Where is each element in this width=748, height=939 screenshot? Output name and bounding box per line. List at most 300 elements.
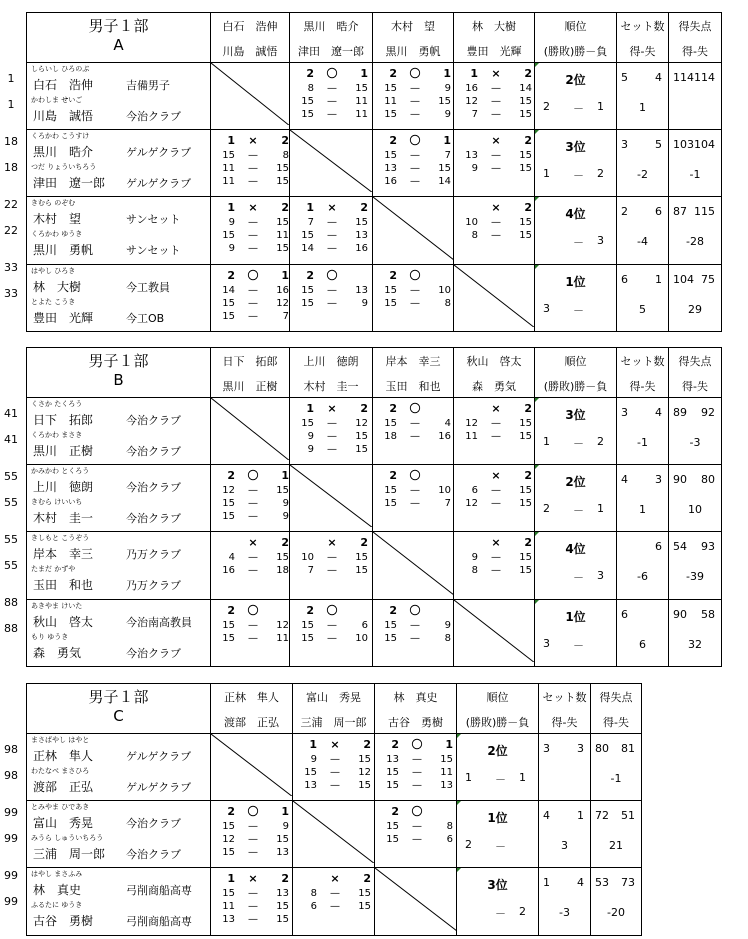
game-score [290,632,373,645]
player-name: 玉田 和也 [33,578,94,593]
match-result-cell [211,868,293,935]
sets-lost: 2 [524,201,532,215]
win-loss [457,771,538,785]
game-points-against: 15 [519,109,532,120]
sets-lost: 1 [281,469,289,483]
game-points-for: 11 [384,96,397,107]
game-points-against: 15 [276,901,289,913]
game-score [211,510,290,523]
points-cell [669,130,722,197]
game-points-against: 15 [519,485,532,497]
game-score [293,779,375,792]
game-points-for: 6 [310,901,317,913]
score-dash: — [327,552,337,564]
points-against: 115 [694,205,715,219]
game-points-against: 15 [519,217,532,229]
wins-value: 1 [543,167,550,181]
losses-value: 2 [597,435,604,448]
game-points-for: 15 [222,150,235,162]
score-dash: — [248,150,258,162]
player-kana: わたなべ まさひろ [31,767,90,775]
game-points-against: 15 [276,217,289,229]
game-points-for: 12 [465,96,478,107]
match-result-mark: × [491,67,501,80]
game-points-against: 15 [519,431,532,442]
win-loss [457,838,538,852]
game-score [211,297,290,310]
match-result-mark: 〇 [247,469,259,483]
points-against: 92 [701,406,715,419]
game-points-against: 11 [355,109,368,120]
player-club: 今治クラブ [126,512,181,526]
sets-won: 1 [227,134,235,148]
win-loss-dash: － [573,571,584,585]
score-dash: — [491,150,501,162]
match-result-mark: 〇 [409,603,421,617]
win-loss-dash: － [495,773,506,786]
rank-value: 3位 [565,408,586,422]
game-points-for: 9 [228,217,235,229]
self-match-diagonal [454,265,534,327]
game-points-for: 15 [384,150,397,162]
game-points-against: 10 [438,284,451,296]
sets-header [539,684,591,734]
game-points-for: 15 [222,511,235,523]
opponent-name: 川島 誠悟 [222,45,278,58]
player-name: 秋山 啓太 [33,614,94,629]
player-kana: かわしま せいご [31,96,83,104]
match-result-mark: × [491,201,501,215]
set-against: 4 [655,406,662,419]
set-for: 6 [621,607,628,621]
score-dash: — [410,176,420,188]
corner-marker [535,600,539,604]
match-result-cell [373,264,454,331]
self-match-diagonal [211,398,289,460]
game-points-for: 9 [310,754,317,765]
sets-header [617,13,669,63]
game-score [211,632,290,645]
sets-cell [539,801,591,868]
match-summary [211,469,290,482]
sets-won: 2 [227,469,235,483]
game-points-against: 15 [355,217,368,229]
game-points-against: 15 [519,163,532,175]
points-against: 80 [701,473,715,487]
self-match-cell [454,599,535,666]
score-dash: — [410,619,420,631]
sets-lost: 1 [360,67,368,80]
sets-lost: 2 [281,536,289,550]
player-club: 今工教員 [126,280,170,294]
score-dash: — [491,418,501,429]
win-loss-dash: － [573,236,584,250]
player-pair-cell [27,264,211,331]
rank-header [535,13,617,63]
opponent-name: 富山 秀晃 [306,691,361,704]
sets-won: 1 [227,201,235,215]
match-summary [373,67,454,80]
game-points-against: 9 [444,619,451,631]
game-score [375,833,457,846]
match-result-mark: 〇 [247,268,259,282]
game-points-against: 15 [519,565,532,577]
points-against: 81 [621,742,635,755]
game-points-for: 9 [307,444,314,455]
opponent-name: 秋山 啓太 [466,355,522,368]
sets-cell [539,734,591,801]
sets-won: 2 [389,134,397,148]
points-diff: -3 [689,436,701,449]
sets-won: 2 [306,603,314,617]
sets-lost: 2 [524,134,532,148]
seed-number: 88 [4,596,18,609]
game-score [375,820,457,833]
score-dash: — [410,150,420,162]
points-for: 54 [673,540,687,554]
match-result-mark: 〇 [409,268,421,282]
game-points-against: 12 [355,418,368,429]
game-score [454,497,535,510]
player-club: 今治クラブ [126,110,181,123]
seed-number: 22 [4,198,18,211]
losses-value: 2 [519,905,526,919]
rank-cell [457,868,539,935]
game-points-against: 15 [519,498,532,510]
game-score [290,443,373,456]
losses-value: 2 [597,167,604,181]
losses-value: 3 [597,569,604,583]
game-points-for: 15 [301,284,314,296]
match-result-cell [373,599,454,666]
player-club: 乃万クラブ [126,548,181,562]
seed-number: 99 [4,869,18,882]
game-points-against: 13 [276,888,289,900]
player-club: 今治クラブ [126,817,181,831]
player-name: 林 真史 [33,883,82,898]
set-for: 1 [543,876,550,890]
game-points-against: 15 [358,754,371,765]
game-score [373,162,454,175]
group-title: 男子１部 [88,17,149,35]
points-header [669,348,722,398]
score-dash: — [410,284,420,296]
game-points-against: 15 [519,150,532,162]
win-loss-dash: － [573,303,584,317]
player-club: サンセット [126,213,181,227]
player-name: 富山 秀晃 [33,816,94,831]
score-dash: — [410,485,420,497]
league-table [26,12,722,332]
set-diff: -3 [559,906,570,920]
score-dash: — [248,163,258,175]
sets-lost: 2 [360,536,368,550]
points-for: 53 [595,876,609,890]
opponent-header [290,13,373,63]
game-score [211,497,290,510]
game-points-against: 15 [276,176,289,188]
sets-won: 2 [306,67,314,80]
rank-header-label: 順位 [564,20,587,33]
game-score [211,846,293,859]
game-score [454,484,535,497]
score-dash: — [248,297,258,309]
wins-value: 2 [543,502,550,516]
score-dash: — [410,83,420,94]
game-score [293,753,375,766]
player-name: 上川 徳朗 [33,480,94,495]
win-loss-dash: － [573,102,584,115]
game-points-for: 14 [222,284,235,296]
sets-won: 1 [309,738,317,751]
game-points-for: 15 [384,632,397,644]
wins-value: 2 [543,100,550,113]
match-summary [373,134,454,147]
set-against: 3 [577,742,584,755]
sets-won: 2 [227,603,235,617]
game-points-for: 12 [222,834,235,846]
game-points-for: 15 [222,297,235,309]
game-score [290,551,373,564]
corner-marker [535,63,539,67]
game-score [293,766,375,779]
seed-number: 41 [4,407,18,420]
game-points-against: 7 [282,310,289,322]
sets-header-label: セット数 [542,691,587,704]
game-points-against: 9 [282,821,289,833]
player-club: 今治クラブ [126,445,181,458]
match-result-cell [211,264,290,331]
game-points-for: 15 [222,310,235,322]
corner-marker [457,801,461,805]
score-dash: — [330,767,340,778]
score-dash: — [248,834,258,846]
match-result-mark: × [491,134,501,148]
self-match-cell [290,130,373,197]
game-points-against: 10 [355,632,368,644]
game-score [290,564,373,577]
sets-lost: 2 [281,872,289,886]
league-table [26,683,642,936]
corner-marker [535,398,539,402]
game-points-against: 9 [282,511,289,523]
game-points-for: 15 [301,109,314,120]
player-name: 木村 圭一 [33,511,94,526]
game-score [373,149,454,162]
player-club: 今治南高教員 [126,615,192,629]
player-kana: はやし ひろき [31,266,76,275]
sets-header-sub: 得-失 [629,380,656,393]
points-diff: 10 [688,503,702,517]
sets-lost: 2 [524,67,532,80]
game-points-against: 15 [276,834,289,846]
game-points-against: 15 [276,163,289,175]
player-club: 弓削商船高専 [126,915,192,929]
seed-number: 99 [4,806,18,819]
game-points-for: 15 [301,297,314,309]
opponent-name: 古谷 勇樹 [388,716,443,729]
match-summary [293,738,375,751]
match-result-cell [373,130,454,197]
game-points-against: 15 [276,552,289,564]
league-block-c [0,683,748,929]
rank-header-sub: (勝敗)勝－負 [543,45,608,58]
game-score [290,297,373,310]
game-points-against: 12 [276,297,289,309]
game-points-against: 11 [355,96,368,107]
game-points-against: 15 [440,754,453,765]
player-pair-cell [27,868,211,935]
player-kana: しらいし ひろのぶ [31,65,90,73]
wins-value: 1 [543,435,550,448]
player-name: 岸本 幸三 [33,547,94,562]
self-match-diagonal [373,197,453,259]
player-kana: くさか たくろう [31,400,83,408]
win-loss [535,234,616,248]
sets-won: 2 [227,268,235,282]
self-match-cell [375,868,457,935]
game-points-for: 15 [301,96,314,107]
score-dash: — [410,431,420,442]
game-points-against: 11 [276,632,289,644]
game-score [454,229,535,242]
player-pair-cell [27,734,211,801]
opponent-name: 渡部 正弘 [224,716,279,729]
game-points-for: 9 [471,552,478,564]
match-result-cell [290,197,373,264]
game-score [211,833,293,846]
opponent-header [211,684,293,734]
game-points-for: 7 [307,217,314,229]
game-points-for: 16 [465,83,478,94]
game-score [454,108,535,121]
player-kana: たまだ かずや [31,565,76,574]
match-result-mark: 〇 [326,268,338,282]
opponent-name: 三浦 周一郎 [300,716,367,729]
points-against: 93 [701,540,715,554]
game-points-for: 10 [301,552,314,564]
rank-cell [535,398,617,465]
win-loss [535,569,616,583]
score-dash: — [491,565,501,577]
score-dash: — [410,632,420,644]
rank-cell [457,801,539,868]
score-dash: — [327,632,337,644]
points-header-sub: 得-失 [682,380,708,393]
points-cell [591,801,642,868]
rank-header [457,684,539,734]
points-for: 114 [673,71,694,84]
league-table [26,347,722,667]
game-points-for: 15 [386,821,399,833]
game-points-for: 6 [471,485,478,497]
seed-number: 99 [4,895,18,908]
score-dash: — [327,418,337,429]
score-dash: — [248,565,258,577]
game-points-against: 7 [444,150,451,162]
win-loss [535,637,616,651]
game-points-against: 12 [358,767,371,778]
player-name: 日下 拓郎 [33,413,94,427]
player-name: 黒川 勇帆 [33,243,94,258]
match-result-mark: × [491,536,501,550]
game-points-against: 15 [519,96,532,107]
game-points-for: 12 [465,498,478,510]
score-dash: — [248,914,258,926]
match-result-mark: 〇 [409,67,421,80]
opponent-name: 林 真史 [393,691,438,704]
player-club: ゲルゲクラブ [126,146,192,160]
game-score [211,310,290,323]
score-dash: — [410,96,420,107]
score-dash: — [327,243,337,255]
game-points-for: 13 [465,150,478,162]
set-diff: 3 [561,839,568,853]
match-summary [211,872,293,885]
score-dash: — [248,847,258,859]
game-score [454,95,535,108]
game-points-against: 15 [355,83,368,94]
game-score [211,913,293,926]
game-score [211,229,290,242]
score-dash: — [327,284,337,296]
sets-header-label: セット数 [620,355,665,368]
seed-number: 33 [4,287,18,300]
match-summary [454,67,535,80]
opponent-name: 豊田 光輝 [466,45,522,58]
match-result-cell [454,465,535,532]
match-summary [373,469,454,482]
match-result-cell [211,130,290,197]
player-club: 吉備男子 [126,79,170,92]
rank-cell [535,130,617,197]
player-name: 古谷 勇樹 [33,914,94,929]
points-diff: -39 [686,570,704,584]
sets-won: 2 [389,268,397,282]
player-kana: きむら のぞむ [31,199,76,208]
match-result-cell [454,130,535,197]
self-match-diagonal [454,600,534,662]
game-points-for: 13 [384,163,397,175]
opponent-name: 上川 徳朗 [303,355,359,368]
match-result-mark: × [327,536,337,550]
sets-won: 2 [389,469,397,483]
rank-cell [535,532,617,599]
game-score [290,619,373,632]
seed-number: 18 [4,161,18,174]
seed-number: 55 [4,470,18,483]
points-diff: -28 [686,235,704,249]
points-header-label: 得失点 [678,355,712,368]
match-result-cell [211,532,290,599]
rank-value: 2位 [565,475,586,490]
game-points-for: 11 [222,901,235,913]
set-for: 5 [621,71,628,84]
player-name: 川島 誠悟 [33,109,94,123]
sets-won: 2 [391,805,399,819]
rank-cell [535,599,617,666]
match-result-cell [454,63,535,130]
player-club: 今治クラブ [126,414,181,427]
self-match-diagonal [375,868,456,930]
game-points-against: 9 [361,297,368,309]
game-points-for: 15 [384,297,397,309]
points-header-sub: 得-失 [682,45,708,58]
points-against: 73 [621,876,635,890]
set-for: 2 [621,205,628,219]
game-points-for: 15 [384,619,397,631]
game-score [211,820,293,833]
